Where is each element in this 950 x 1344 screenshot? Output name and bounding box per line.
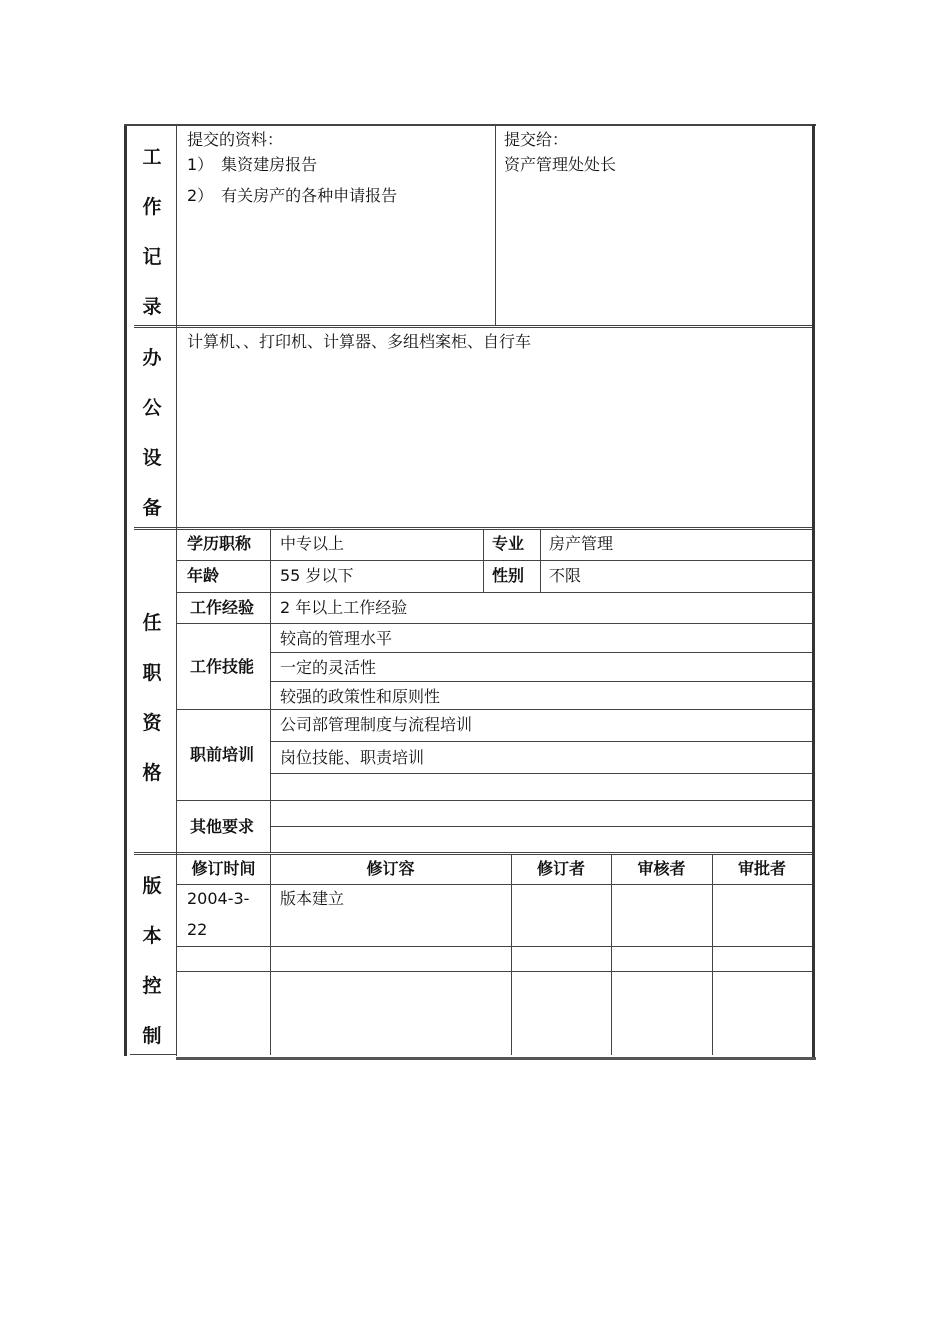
table-border-top: [124, 124, 816, 126]
section-title-char: 控: [142, 975, 162, 997]
section-title-char: 办: [142, 347, 162, 369]
label-column-divider: [270, 529, 271, 853]
header-revision-content: 修订容: [366, 859, 415, 878]
row-line: [177, 800, 812, 801]
section-separator: [134, 527, 812, 528]
table-border-bottom: [176, 1057, 816, 1060]
age-value: 55 岁以下: [280, 566, 354, 585]
skills-label: 工作技能: [190, 657, 255, 676]
section-separator: [134, 327, 812, 328]
section-title-char: 记: [142, 246, 162, 268]
section-title-char: 制: [142, 1025, 162, 1047]
training-item: 公司部管理制度与流程培训: [280, 715, 473, 734]
row-line: [270, 741, 812, 742]
row-line: [270, 652, 812, 653]
version-row-line: [177, 971, 812, 972]
header-approver: 审批者: [737, 859, 786, 878]
header-revision-date: 修订时间: [191, 859, 256, 878]
row-line: [177, 709, 812, 710]
submit-to-label: 提交给：: [504, 130, 569, 149]
skill-item: 较高的管理水平: [280, 629, 393, 648]
section-title-char: 本: [142, 925, 162, 947]
section-title-char: 格: [142, 762, 162, 784]
section-title-char: 版: [142, 875, 162, 897]
section-separator: [134, 529, 812, 530]
work-record-divider: [495, 126, 496, 325]
row-line: [177, 592, 812, 593]
section-title-char: 备: [142, 497, 162, 519]
section-title-char: 工: [142, 146, 162, 168]
row-line: [177, 560, 812, 561]
section-separator: [134, 852, 812, 853]
header-reviser: 修订者: [536, 859, 585, 878]
section-title-char: 资: [142, 712, 162, 734]
submit-item: 2） 有关房产的各种申请报告: [187, 186, 398, 205]
version-row-line: [177, 946, 812, 947]
skill-item: 较强的政策性和原则性: [280, 687, 441, 706]
gender-value: 不限: [549, 566, 582, 585]
experience-label: 工作经验: [190, 598, 255, 617]
other-requirements-label: 其他要求: [190, 817, 255, 836]
row-line: [270, 826, 812, 827]
section-title-char: 职: [142, 662, 162, 684]
major-label: 专业: [492, 534, 525, 553]
section-title-char: 作: [142, 196, 162, 218]
skill-item: 一定的灵活性: [280, 658, 377, 677]
submit-materials-label: 提交的资料：: [187, 130, 284, 149]
version-title-bottom: [130, 1054, 176, 1055]
education-value: 中专以上: [280, 534, 345, 553]
section-title-char: 公: [142, 397, 162, 419]
gender-label: 性别: [492, 566, 525, 585]
section-separator: [134, 854, 812, 855]
major-value: 房产管理: [549, 534, 614, 553]
submit-item: 1） 集资建房报告: [187, 155, 318, 174]
revision-content: 版本建立: [280, 889, 345, 908]
experience-value: 2 年以上工作经验: [280, 598, 408, 617]
version-row-line: [177, 884, 812, 885]
header-reviewer: 审核者: [637, 859, 686, 878]
age-label: 年龄: [187, 566, 220, 585]
section-separator: [134, 325, 812, 326]
training-item: 岗位技能、职责培训: [280, 748, 425, 767]
section-title-char: 任: [142, 612, 162, 634]
revision-date: 2004-3-: [187, 889, 250, 908]
submit-to-value: 资产管理处处长: [504, 155, 617, 174]
equipment-text: 计算机、、打印机、计算器、多组档案柜、自行车: [187, 332, 532, 351]
section-title-char: 录: [142, 296, 162, 318]
row-line: [177, 623, 812, 624]
table-border-left: [124, 124, 127, 1056]
title-column-divider: [176, 124, 177, 1056]
training-label: 职前培训: [190, 745, 255, 764]
row-line: [270, 773, 812, 774]
revision-date-cont: 22: [187, 920, 208, 939]
section-title-char: 设: [142, 447, 162, 469]
row-line: [270, 681, 812, 682]
education-label: 学历职称: [187, 534, 252, 553]
table-border-right: [812, 124, 815, 1060]
